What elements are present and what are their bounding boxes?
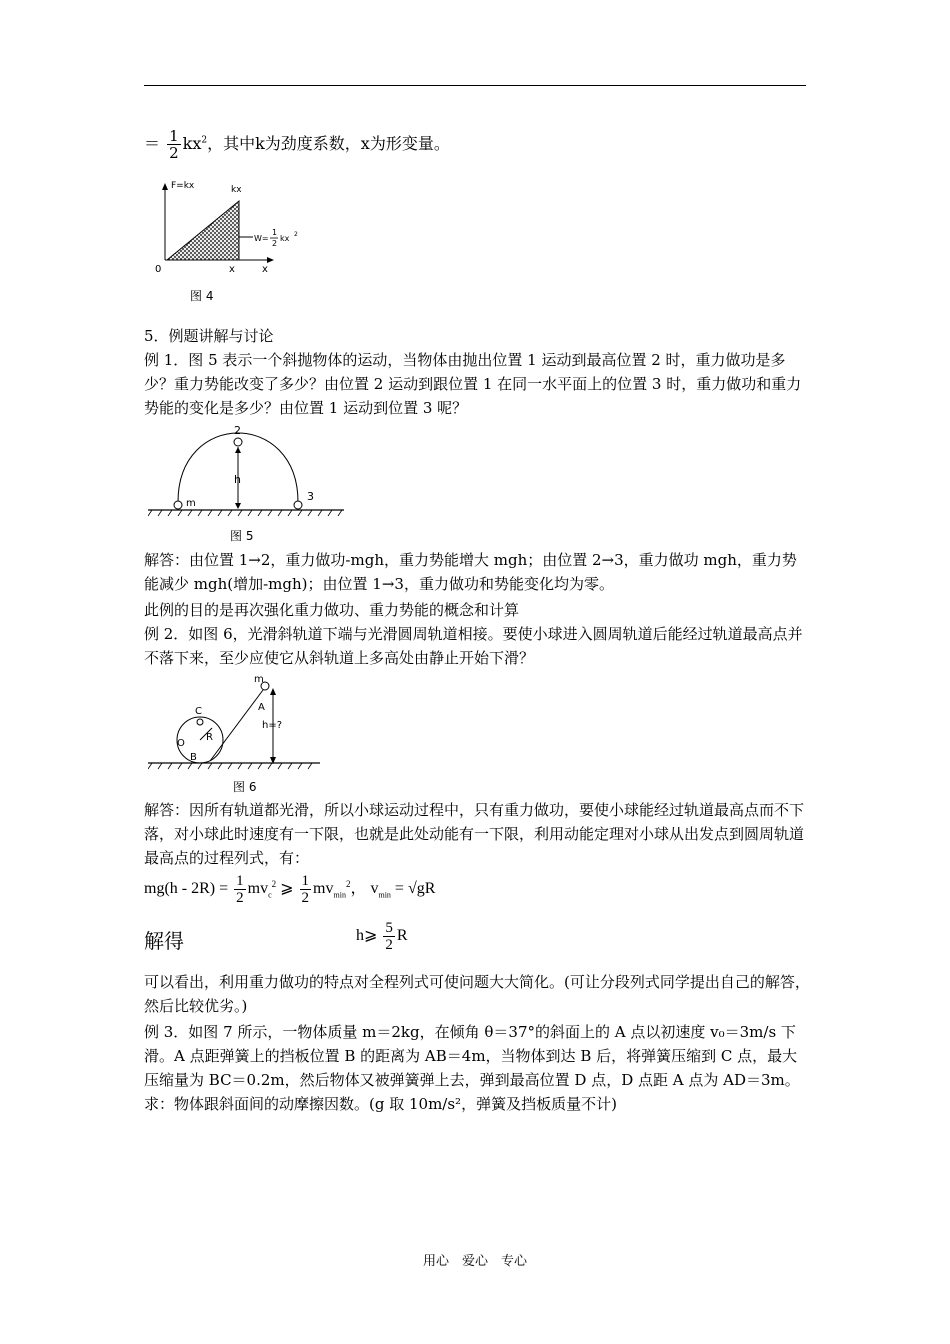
example-1-question: 例 1．图 5 表示一个斜抛物体的运动，当物体由抛出位置 1 运动到最高位置 2 时，重力做功是多少？重力势能改变了多少？由位置 2 运动到跟位置 1 在同一水平面上的位置 3 时，重力做功和重力势能的变化是多少？由位置 1 运动到位置 3 呢？ xyxy=(144,351,802,417)
formula-expr: kx xyxy=(182,134,202,153)
label-w-expr: kx xyxy=(280,234,290,243)
solve-label: 解得 xyxy=(144,929,184,953)
eq-sqrt: √gR xyxy=(407,880,436,898)
label-x-tick: x xyxy=(229,264,235,275)
label-w-num: 1 xyxy=(272,228,278,237)
label-A: A xyxy=(258,702,265,713)
eq-frac1-num: 1 xyxy=(236,873,244,889)
figure-5-caption: 图 5 xyxy=(230,529,254,543)
formula-spring-energy xyxy=(144,128,450,161)
label-2: 2 xyxy=(234,424,241,437)
solve-line xyxy=(144,925,184,954)
ball-3 xyxy=(294,501,302,509)
eq-sub-min2: min xyxy=(378,890,391,900)
label-O: O xyxy=(177,738,185,749)
eq-sub-c: c xyxy=(268,890,272,900)
section-title: 5．例题讲解与讨论 xyxy=(144,327,274,345)
eq-frac1 xyxy=(234,873,246,906)
label-f: F=kx xyxy=(171,181,195,191)
ball-1 xyxy=(174,501,182,509)
solve-den: 2 xyxy=(385,937,393,953)
x-axis-arrow xyxy=(267,257,274,263)
example-2-question: 例 2．如图 6，光滑斜轨道下端与光滑圆周轨道相接。要使小球进入圆周轨道后能经过轨道最高点并不落下来，至少应使它从斜轨道上多高处由静止开始下滑？ xyxy=(144,625,803,667)
label-kx: kx xyxy=(231,185,242,195)
ball-top xyxy=(197,719,203,725)
eq-frac2-den: 2 xyxy=(301,890,310,906)
energy-equation xyxy=(144,873,435,906)
eq-mv-c: mv xyxy=(247,880,269,898)
figure-6 xyxy=(148,670,323,798)
eq-exp1: 2 xyxy=(271,878,277,889)
eq-frac2 xyxy=(300,873,312,906)
solve-h: h⩾ xyxy=(356,927,378,945)
label-3: 3 xyxy=(307,490,314,503)
eq-frac1-den: 2 xyxy=(236,890,244,906)
eq-geq: ⩾ xyxy=(280,880,294,898)
frac-num: 1 xyxy=(169,127,179,145)
label-m: m xyxy=(254,674,264,685)
formula-text: ，其中k为劲度系数，x为形变量。 xyxy=(207,134,450,153)
example-1-answer: 解答：由位置 1→2，重力做功-mgh，重力势能增大 mgh；由位置 2→3，重力做功 mgh，重力势能减少 mgh(增加-mgh)；由位置 1→3，重力做功和势能变化均为零。 xyxy=(144,551,797,593)
eq-mv-min: mv xyxy=(313,880,334,898)
page-footer: 用心 爱心 专心 xyxy=(422,1254,527,1269)
y-axis-arrow xyxy=(162,183,168,190)
eq-left: mg(h - 2R) = xyxy=(144,880,229,898)
formula-prefix: ＝ xyxy=(144,134,161,153)
label-x-axis: x xyxy=(262,264,268,275)
label-w: W= xyxy=(254,234,269,243)
solve-result xyxy=(356,920,408,953)
label-h: h=? xyxy=(262,720,283,731)
eq-equals: = xyxy=(394,880,404,898)
example-3-question: 例 3．如图 7 所示，一物体质量 m＝2kg，在倾角 θ＝37°的斜面上的 A 点以初速度 v₀＝3m/s 下滑。A 点距弹簧上的挡板位置 B 的距离为 AB＝4m，当物体到达 B 后，将弹簧压缩到 C 点，最大压缩量为 BC＝0.2m，然后物体又被弹簧弹上去，弹到最高位置 D 点，D 点距 A 点为 AD＝3m。求：物体跟斜面间的动摩擦因数。(g 取 10m/s²，弹簧及挡板质量不计) xyxy=(144,1023,800,1113)
solve-frac xyxy=(383,920,395,953)
example-2-conclusion: 可以看出，利用重力做功的特点对全程列式可使问题大大简化。(可让分段列式同学提出自己的解答，然后比较优劣。) xyxy=(144,973,810,1015)
formula-exp: 2 xyxy=(201,135,208,146)
eq-exp2: 2 xyxy=(345,878,351,889)
label-m: m xyxy=(186,498,196,509)
solve-num: 5 xyxy=(385,920,393,936)
ground-hatch xyxy=(148,510,342,516)
eq-sub-min: min xyxy=(333,890,346,900)
label-origin: 0 xyxy=(155,264,162,275)
work-area xyxy=(167,201,239,260)
label-B: B xyxy=(190,752,197,763)
frac-den: 2 xyxy=(169,144,179,162)
label-h: h xyxy=(234,473,241,486)
example-2-answer: 解答：因所有轨道都光滑，所以小球运动过程中，只有重力做功，要使小球能经过轨道最高点而不下落，对小球此时速度有一下限，也就是此处动能有一下限，利用动能定理对小球从出发点到圆周轨道最高点的过程列式，有： xyxy=(144,801,805,867)
ball-2 xyxy=(234,438,242,446)
formula-fraction xyxy=(167,128,181,161)
label-w-exp: 2 xyxy=(294,231,298,238)
ground-hatch xyxy=(148,763,312,769)
figure-4 xyxy=(145,175,315,310)
solve-R: R xyxy=(396,927,408,945)
label-w-den: 2 xyxy=(272,239,278,248)
figure-4-caption: 图 4 xyxy=(190,289,214,303)
label-R: R xyxy=(206,732,213,743)
example-1-note: 此例的目的是再次强化重力做功、重力势能的概念和计算 xyxy=(144,601,520,619)
eq-frac2-num: 1 xyxy=(301,873,310,889)
figure-5 xyxy=(148,420,348,546)
header-rule xyxy=(144,85,806,86)
label-C: C xyxy=(195,706,202,717)
eq-v: v xyxy=(370,880,379,898)
figure-6-caption: 图 6 xyxy=(233,780,257,794)
eq-comma: ， xyxy=(350,880,367,898)
